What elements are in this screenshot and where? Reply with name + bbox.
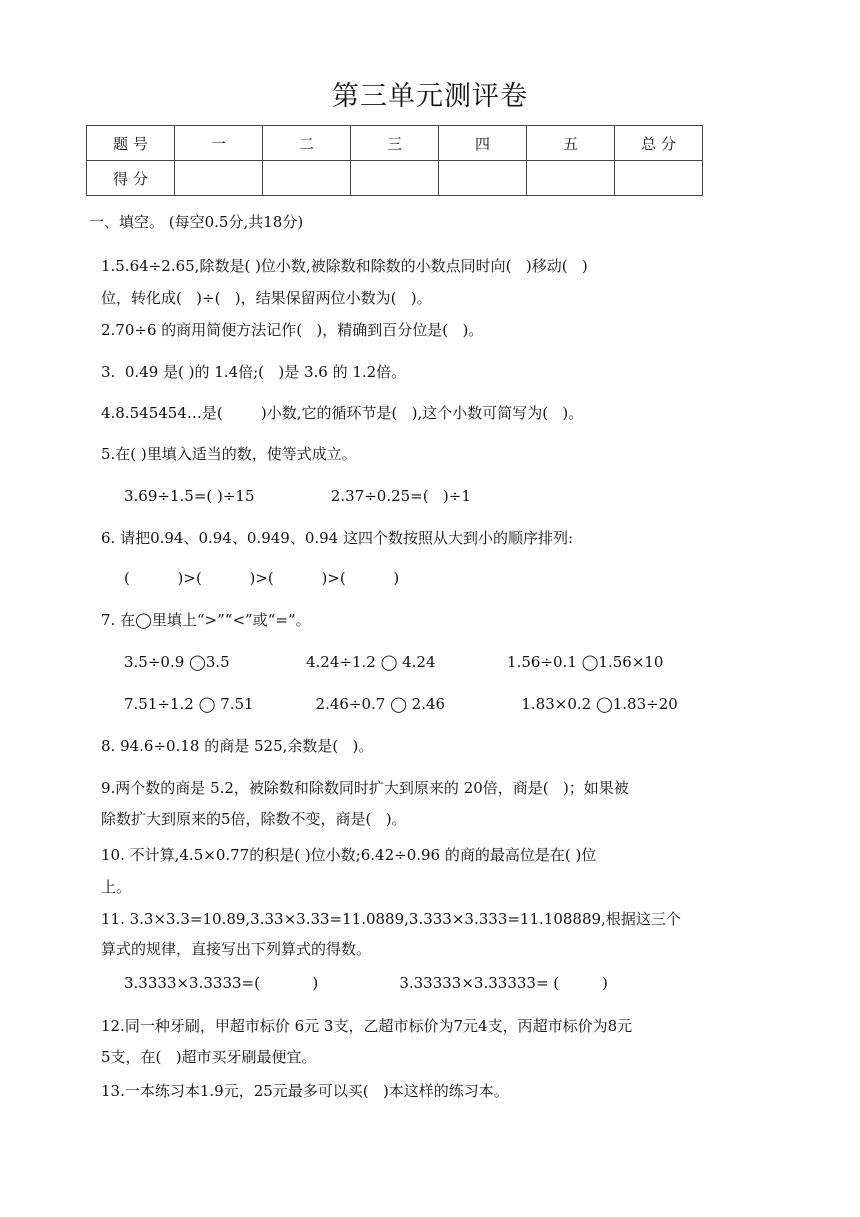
header-cell: 四 (439, 126, 527, 161)
score-table-score-row (87, 161, 703, 196)
header-cell: 五 (527, 126, 615, 161)
question-4: 4.8.545454…是( )小数,它的循环节是( ),这个小数可简写为( )。 (101, 404, 584, 422)
header-cell: 题 号 (87, 126, 175, 161)
score-table (86, 125, 703, 196)
score-cell (263, 161, 351, 196)
header-cell: 二 (263, 126, 351, 161)
header-cell: 一 (175, 126, 263, 161)
question-8: 8. 94.6÷0.18 的商是 525,余数是( )。 (101, 737, 374, 755)
page-title: 第三单元测评卷 (332, 81, 528, 112)
score-cell (351, 161, 439, 196)
header-cell: 总 分 (615, 126, 703, 161)
section-heading: 一、填空。 (每空0.5分,共18分) (89, 213, 304, 231)
question-1-line-1: 1.5.64÷2.65,除数是( )位小数,被除数和除数的小数点同时向( )移动( ) (101, 257, 588, 275)
question-5: 5.在( )里填入适当的数，使等式成立。 (101, 445, 357, 463)
question-10-line-2: 上。 (101, 878, 132, 896)
question-9-line-1: 9.两个数的商是 5.2，被除数和除数同时扩大到原来的 20倍，商是( )；如果被 (101, 779, 629, 797)
question-12-line-2: 5支，在( )超市买牙刷最便宜。 (101, 1048, 317, 1066)
question-7: 7. 在◯里填上“>”“<”或“=”。 (101, 611, 311, 629)
question-11-line-1: 11. 3.3×3.3=10.89,3.33×3.33=11.0889,3.333×3.333=11.108889,根据这三个 (101, 910, 681, 928)
header-cell: 三 (351, 126, 439, 161)
score-cell (175, 161, 263, 196)
score-label-cell: 得 分 (87, 161, 175, 196)
question-9-line-2: 除数扩大到原来的5倍，除数不变，商是( )。 (101, 810, 407, 828)
question-2: 2.70÷6 的商用简便方法记作( )，精确到百分位是( )。 (101, 321, 484, 339)
question-6-blanks: ( )>( )>( )>( ) (124, 569, 400, 587)
question-7-row-2: 7.51÷1.2 ◯ 7.51 2.46÷0.7 ◯ 2.46 1.83×0.2 ◯1.83÷20 (124, 695, 678, 713)
question-11-blanks: 3.3333×3.3333=( ) 3.33333×3.33333= ( ) (124, 974, 608, 992)
question-3: 3. 0.49 是( )的 1.4倍;( )是 3.6 的 1.2倍。 (101, 363, 407, 381)
question-1-line-2: 位，转化成( )÷( )，结果保留两位小数为( )。 (101, 289, 432, 307)
question-10-line-1: 10. 不计算,4.5×0.77的积是( )位小数;6.42÷0.96 的商的最高位是在( )位 (101, 846, 597, 864)
question-7-row-1: 3.5÷0.9 ◯3.5 4.24÷1.2 ◯ 4.24 1.56÷0.1 ◯1.56×10 (124, 653, 664, 671)
score-cell (439, 161, 527, 196)
question-5-equations: 3.69÷1.5=( )÷15 2.37÷0.25=( )÷1 (124, 487, 471, 505)
question-12-line-1: 12.同一种牙刷，甲超市标价 6元 3支，乙超市标价为7元4支，丙超市标价为8元 (101, 1017, 633, 1035)
question-6: 6. 请把0.94、0.94、0.949、0.94 这四个数按照从大到小的顺序排列: (101, 529, 574, 547)
question-11-line-2: 算式的规律，直接写出下列算式的得数。 (101, 940, 372, 958)
score-cell (527, 161, 615, 196)
score-cell (615, 161, 703, 196)
question-13: 13.一本练习本1.9元，25元最多可以买( )本这样的练习本。 (101, 1082, 509, 1100)
score-table-header-row (87, 126, 703, 161)
